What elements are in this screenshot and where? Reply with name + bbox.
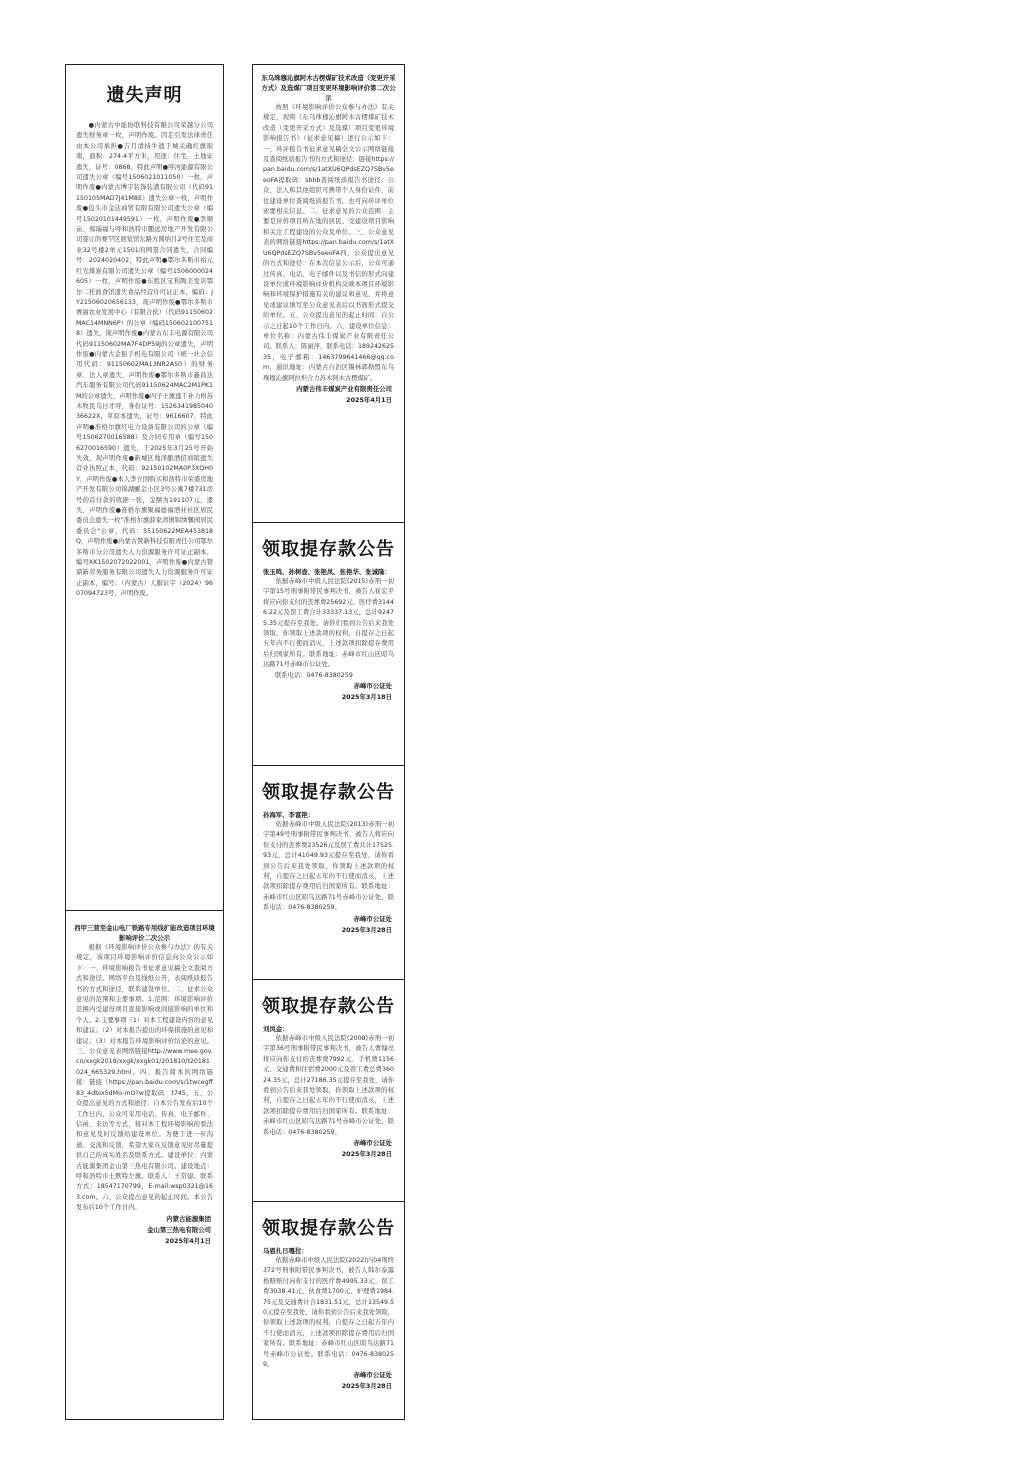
lost-notice-section bbox=[66, 65, 223, 911]
deposit-notice-4-title: 领取提存款公告 bbox=[262, 1218, 395, 1239]
right-column bbox=[252, 64, 405, 1420]
left-column bbox=[65, 64, 224, 1420]
deposit-notice-3 bbox=[253, 980, 404, 1202]
deposit-notice-4-date: 2025年3月28日 bbox=[341, 1382, 392, 1391]
deposit-notice-3-signature: 赤峰市公证处 bbox=[353, 1139, 392, 1148]
railway-notice-section bbox=[66, 911, 223, 1419]
deposit-notice-3-body: 依据赤峰市中级人民法院(2008)赤刑一初字第36号刑事附带民事判决书，被告人曹翰亮将应向你支付的丧葬费7992元、手机费1156元、交通费和住宿费2000元及误工费总费36024.35元，总计27186.35元提存至我处，请你看到公告后来我处领取，你领取上述款项的权利，自提存之日起五年内不行使而消灭，上述款项扣除提存费用后归国家所有。联系地址：赤峰市红山区昭乌达路71号赤峰市公证处。联系电话：0476-8380259。 bbox=[263, 1035, 394, 1136]
env-notice-date: 2025年4月1日 bbox=[346, 395, 392, 404]
deposit-notice-3-addressee: 刘凤金： bbox=[263, 1025, 289, 1033]
railway-notice-date: 2025年4月1日 bbox=[165, 1236, 211, 1245]
deposit-notice-3-date: 2025年3月28日 bbox=[341, 1150, 392, 1159]
deposit-notice-1-body: 依据赤峰市中级人民法院(2015)赤刑一初字第15号刑事附带民事判决书，被告人崔宏平将应向你支付的丧葬费25692元、医疗费31446.22元及误工费合计33337.13元，总计92475.35元提存至我处。请你们看到公告后来我处领取，你领取上述款项的权利，自提存之日起五年内不行使而消灭，上述款项扣除提存费用后归国家所有。联系地址：赤峰市红山区昭乌达路71号赤峰市公证处。 bbox=[263, 578, 394, 669]
deposit-notice-4-body: 依据赤峰市中级人民法院(2022)内04刑终372号刑事附带民事判决书，被告人韩尔泰露格赔赔付向你支付的医疗费4995.33元、误工费3038.41元、伙食费1700元、护理费1984.75元及交通费计合1831.51元，总计13549.50元提存至我处，请你看到公告后来我处领取，你领取上述款项的权利，自提存之日起五年内不行使而消灭，上述款项扣除提存费用后归国家所有。联系地址：赤峰市红山区昭乌达路71号赤峰市公证处。联系电话：0476-8380259。 bbox=[263, 1257, 394, 1369]
deposit-notice-2-signature: 赤峰市公证处 bbox=[353, 914, 392, 923]
deposit-notice-1-addressee: 张玉鸣、孙树壶、张艳凤、张艳华、张诚隆： bbox=[263, 568, 391, 576]
railway-notice-body: 根据《环境影响评价公众参与办法》的有关规定，该项目环境影响评价信息向公众公示如下：一、环境影响报告书征求意见稿全文查阅方式和途径。网络平台及线纸公开，表阅纸质报告书的方式和途径，联系建设单位。二、征求公众意见的范围和主要事项。1.范围：环境影响评价范围内受建设项目直接影响或间接影响的单位和个人。2.主要事项（1）对本工程建设内容的意见和建议；（2）对本报告提出的环保措施的意见和建议；（3）对本报告环境影响评价结论的意见。三、公众意见表网络链接http://www.mee.gov.cn/xxgk2018/xxgk/xxgk01/201810/t20181024_665329.html。四、报告简本的网络链接：链接（https://pan.baidu.com/s/1twcegff83_4dbix5dMo-mO?w提取码：t745。五、公众提出意见的方式和途径：自本公告发布后10个工作日内，公众可采用电话、传真、电子邮件、信函、来访等方式，将对本工程环境影响的看法和意见及时反馈给建设单位。为便于进一步沟通、交流和反馈，希望大家在反馈意见时尽量提供自己的真实姓名及联系方式。建设单位：内蒙古能源集团金山第三热电有限公司。建设地点：呼和浩特市土默特左旗。联系人：王常建。联系方式：18547170799，E-mail:wsp0321@163.com。六、公众提出意见的起止时间。本公告发布后10个工作日内。 bbox=[76, 944, 213, 1212]
env-notice-section bbox=[253, 65, 404, 523]
deposit-notice-4 bbox=[253, 1202, 404, 1419]
deposit-notice-3-title: 领取提存款公告 bbox=[262, 996, 395, 1017]
lost-notice-body: ●内蒙古中能协联科技有限公司荣越分公司遗失财务章一枚，声明作废。因走引发法律责任由本公司承担●吉月清持牛遗于城关确红旗街南，面积：274.4平方米，用途：住宅，土地证遗失，证号：0868，特此声明●呼河能源有限公司遗失公章（编号1506021011050）一枚，声明作废●内蒙古博宇装饰装潢有限公司（代码91150105MAD7J41M8E）遗失公章一枚，声明作废●包头市金达商贸有限有限公司遗失公章（编号15020101449591）一枚，声明作废●李顺亩、郑瑞福与呼和浩特市鹏远房地产开发有限公司签订的赛罕区展览馆东路方圆纳月2号住宅及商业32号楼2单元1501的网签合同遗失，合同编号：2024020402，特此声明●鄂尔多斯市裕元红光煤炭有限公司遗失公章（编号1506000024605）一枚，声明作废●东胜区宝利陶美发店鄂尔二托面食馆遗失食品经营许可证正本，编码：JY21506020656133，现声明作废●鄂尔多斯市赛丽农业发展中心（有限合伙）（代码91150602MAC14MNN6P）的公章（编码1506021007518）遗失，现声明作废●内蒙古东丰电源有限公司代码91150602MA7F4DP59J的公章遗失，声明作废●内蒙古金振手机电有限公司（统一社会信用代码：91150602MA13NR2A50）的财务章、法人章遗失，声明作废●鄂尔多斯市鑫昌达汽车服务有限公司代码91150624MAC2M1PK1M的公章遗失，声明作废●四子王旗莲千补力格苏木牧民乌日才呼，身份证号：152634198504036622X，草原本遗失，证号：9616607，特此声明●准格尔旗红电力设备有限公司的公章（编号1506270016588）及合同专用章（编号1506270016590）遗失，于2025年3月25号开始失效，现声明作废●新城区地泽酿酒招商销遗失营业执照正本，代码：92150102MA0P3XQH0Y，声明作废●本人李立国购买和浩特市荣盛房地产开发有限公司锦湖郦金小区3号公寓7楼731房号的首付款的收据一张，金额为191107元，遗失，声明作废●准格尔旗聚福德福酒业社区居民委员会遗失一枚"准格尔旗薛家湾镇锦绣馨园居民委员会"公章，代码：55150622MEA453818Q，声明作废●内蒙古赞新科技有限责任公司鄂尔多斯市分公司遗失人力资源服务许可证正副本，编号XK1502072022001，声明作废●内蒙古赞鼎新劳务服务有限公司遗失人力资源服务许可证正副本，编号：（内蒙古）人服证字（2024）9607094723号，声明作废。 bbox=[76, 122, 213, 598]
deposit-notice-2 bbox=[253, 766, 404, 980]
deposit-notice-1-phone: 联系电话：0476-8380259 bbox=[275, 671, 353, 679]
railway-notice-signature-1: 内蒙古能源集团 bbox=[166, 1214, 211, 1223]
railway-notice-title: 西甲三营至金山电厂铁路专用线扩能改造项目环境影响评价二次公示 bbox=[74, 924, 215, 942]
deposit-notice-1-title: 领取提存款公告 bbox=[262, 539, 395, 560]
deposit-notice-2-date: 2025年3月28日 bbox=[341, 925, 392, 934]
deposit-notice-2-title: 领取提存款公告 bbox=[262, 782, 395, 803]
env-notice-signature: 内蒙古伟丰煤炭产业有限责任公司 bbox=[296, 384, 392, 393]
deposit-notice-2-body: 依据赤峰市中级人民法院(2013)赤刑一初字第49号刑事附带民事判决书，被告人将应向你支付的丧葬费23526元及误工费共计17525.93元，总计41049.93元提存至我处，请你看到公告后来我处领取，你领取上述款项的权利，自提存之日起五年内不行使而消灭，上述款项扣除提存费用后归国家所有。联系地址：赤峰市红山区昭乌达路71号赤峰市公证处。联系电话：0476-8380259。 bbox=[263, 821, 394, 912]
deposit-notice-4-addressee: 乌恩扎日嘎拉： bbox=[263, 1247, 308, 1255]
deposit-notice-1-signature: 赤峰市公证处 bbox=[353, 681, 392, 690]
deposit-notice-4-signature: 赤峰市公证处 bbox=[353, 1371, 392, 1380]
deposit-notice-1-date: 2025年3月18日 bbox=[341, 692, 392, 701]
env-notice-title: 东乌珠穆沁旗阿木古楞煤矿技术改造（变更开采方式）及选煤厂项目变更环境影响评价第二次公示 bbox=[261, 74, 396, 102]
deposit-notice-1 bbox=[253, 523, 404, 766]
env-notice-body: 按照《环境影响评价公众参与办法》有关规定，现将《东乌珠穆沁旗阿木古楞煤矿技术改造（变更开采方式）及选煤厂项目变更环境影响报告书》（征求意见稿）进行公示如下：一、环评报告书征求意见稿全文公示网络链接及查阅纸质报告书的方式和途径：链接https://pan.baidu.com/s/1atXU6QPdsEZQ7SBv5eeoFA提取码：sbhb查阅纸质报告书途径：公众、法人和其他组织可携带个人身份证件，前往建设单位查阅纸质报告书，也可向环评单位索要相关信息。二、征求意见的公众范围：主要是评价项目所在地的居民、受建设项目影响和关注工程建设的公众及单位。三、公众意见表的网络链接https://pan.baidu.com/s/1atXU6QPdsEZQ7SBv5eeoFA四、公众提出意见的方式和途径：在本次信息公示后，公众可通过传真、电话、电子邮件以及书信的形式向建设单位或环境影响评价机构反映本项目环境影响和环境保护措施有关的建议和意见，并将意见或建议填写至公众意见表后以书面形式提交给单位。五、公众提出意见的起止时间：自公示之日起10个工作日内。六、建设单位信息：单位名称：内蒙古伟丰煤炭产业有限责任公司。联系人：陈丽萍，联系电话：18924262535，电子邮箱：1463799641466@qq.com，通讯地址：内蒙古自治区锡林郭勒盟东乌珠穆沁旗阿拉坦合力苏木阿木古楞煤矿。 bbox=[263, 104, 394, 382]
railway-notice-signature-2: 金山第三热电有限公司 bbox=[147, 1225, 211, 1234]
lost-notice-title: 遗失声明 bbox=[106, 85, 183, 106]
deposit-notice-2-addressee: 孙海军、李富艳： bbox=[263, 811, 315, 819]
